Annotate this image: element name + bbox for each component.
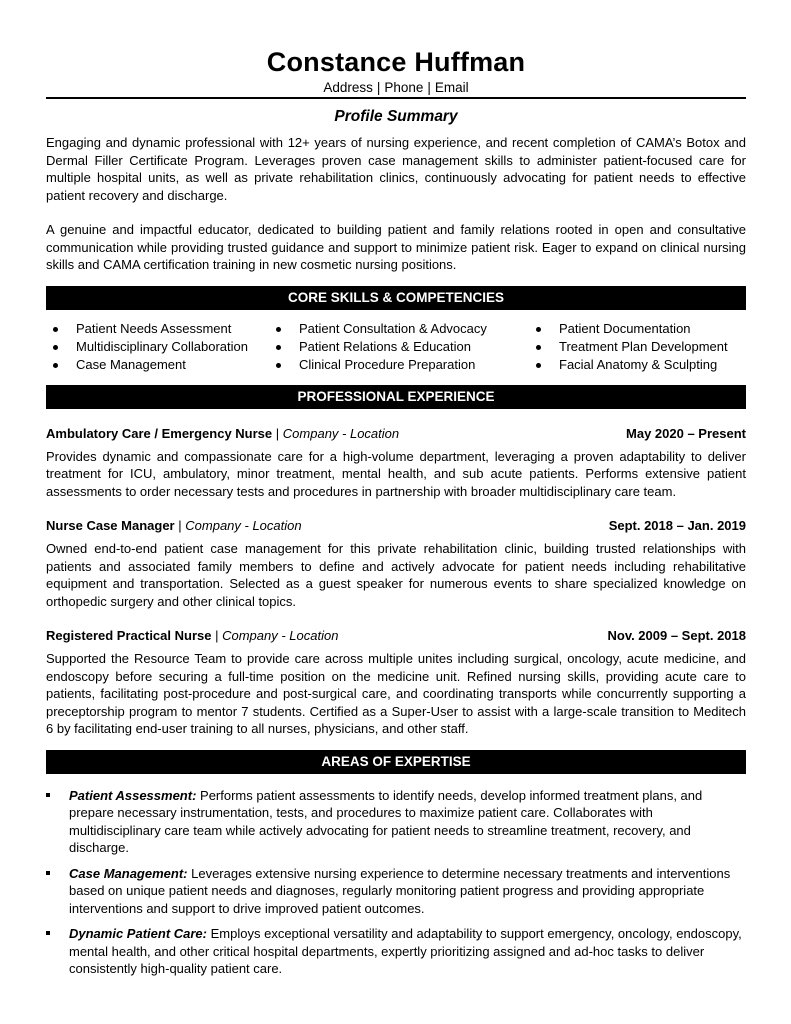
job-entry [46,425,746,501]
job-entry [46,517,746,610]
experience-section-heading: PROFESSIONAL EXPERIENCE [46,385,746,409]
job-title-line [46,627,338,644]
job-description: Provides dynamic and compassionate care for a high-volume department, leveraging a proven adaptability to deliver treatment for ICU, ambulatory, minor treatment, mental health, and sub acute patients. Performs extensive patient assessments to order necessary tests and procedures in partnership with broader multidisciplinary care team. [46,448,746,499]
expertise-term: Dynamic Patient Care: [69,926,207,941]
expertise-text: Performs patient assessments to identify needs, develop informed treatment plans, and prepare necessary instrumentation, tests, and procedures to maximize patient care. Collaborates with multidisciplinary care team while actively advocating for patient needs to streamline treatment, recovery, and discharge. [69,787,703,855]
skill-item: Treatment Plan Development [529,338,746,356]
expertise-term: Case Management: [69,865,188,881]
skills-section-heading: CORE SKILLS & COMPETENCIES [46,286,746,310]
skill-item: Patient Documentation [529,320,746,338]
job-title: Ambulatory Care / Emergency Nurse [46,425,273,441]
job-separator: | [275,425,280,441]
contact-email: Email [434,80,469,95]
skills-column [46,320,269,374]
job-title: Registered Practical Nurse [46,628,212,643]
job-company: Company - Location [282,425,400,441]
profile-paragraph: A genuine and impactful educator, dedicated to building patient and family relations rooted in open and consultative communication while providing trusted guidance and support to minimize patient risk. Eager to expand on clinical nursing skills and CAMA certification training in new cosmetic nursing positions. [46,222,746,272]
contact-address: Address [323,80,373,95]
resume-page [46,0,746,986]
profile-summary-heading: Profile Summary [334,108,458,125]
skill-item: Patient Relations & Education [269,338,529,356]
skill-item: Clinical Procedure Preparation [269,356,529,374]
expertise-item [46,865,746,918]
contact-phone: Phone [384,80,424,95]
job-dates: Sept. 2018 – Jan. 2019 [608,518,746,533]
skill-item: Patient Needs Assessment [46,320,269,338]
job-dates: Nov. 2009 – Sept. 2018 [607,628,746,643]
job-title-line [46,517,302,534]
expertise-text: Employs exceptional versatility and adaptability to support emergency, oncology, endoscopy, mental health, and other critical hospital departments, expertly prioritizing assigned and ad-hoc tasks to deliver consistently high-quality patient care. [69,926,742,976]
profile-paragraph: Engaging and dynamic professional with 12+ years of nursing experience, and recent completion of CAMA’s Botox and Dermal Filler Certificate Program. Leverages proven case management skills to administer patient-focused care for multiple hospital units, as well as private rehabilitation clinics, continuously advocating for patient needs to effective patient recovery and discharge. [46,135,746,203]
contact-line [46,79,746,96]
job-header [46,627,746,644]
header-divider [46,97,746,99]
job-entry [46,627,746,738]
job-title: Nurse Case Manager [46,518,175,533]
candidate-name: Constance Huffman [266,47,526,77]
contact-separator: | [427,80,431,95]
skills-grid [46,320,746,374]
expertise-term: Patient Assessment: [69,787,197,803]
job-header [46,517,746,534]
skills-column [269,320,529,374]
skills-column [529,320,746,374]
expertise-section-heading: AREAS OF EXPERTISE [46,750,746,774]
expertise-list [46,787,746,978]
job-separator: | [215,628,219,643]
job-title-line [46,425,399,442]
contact-separator: | [376,80,381,95]
skill-item: Patient Consultation & Advocacy [269,320,529,338]
job-description: Supported the Resource Team to provide care across multiple unites including surgical, oncology, acute medicine, and endoscopy before securing a full-time position on the medicine unit. Refined nursing skills, providing acute care to patients, facilitating post-procedure and post-surgical care, and coordinating transports while concurrently supporting a preceptorship program to mentor 7 students. Certified as a Super-User to assist with a large-scale transition to Meditech 6 by facilitating end-user training to all nurses, physicians, and other staff. [46,651,746,736]
skill-item: Multidisciplinary Collaboration [46,338,269,356]
job-separator: | [178,518,182,533]
job-company: Company - Location [185,518,302,533]
skill-item: Facial Anatomy & Sculpting [529,356,746,374]
skill-item: Case Management [46,356,269,374]
job-dates: May 2020 – Present [626,425,746,441]
expertise-item [46,925,746,978]
job-company: Company - Location [222,628,339,643]
expertise-text: Leverages extensive nursing experience to determine necessary treatments and interventions based on unique patient needs and diagnoses, regularly monitoring patient progress and providing appropriate interventions and support to drive improved patient outcomes. [69,865,731,916]
job-header [46,425,746,442]
job-description: Owned end-to-end patient case management for this private rehabilitation clinic, building trusted relationships with patients and associated family members to define and actively advocate for patient needs including rehabilitative equipment and transportation. Selected as a guest speaker for numerous events to share specialized knowledge on orthopedic surgery and other clinical topics. [46,541,746,609]
expertise-item [46,787,746,857]
